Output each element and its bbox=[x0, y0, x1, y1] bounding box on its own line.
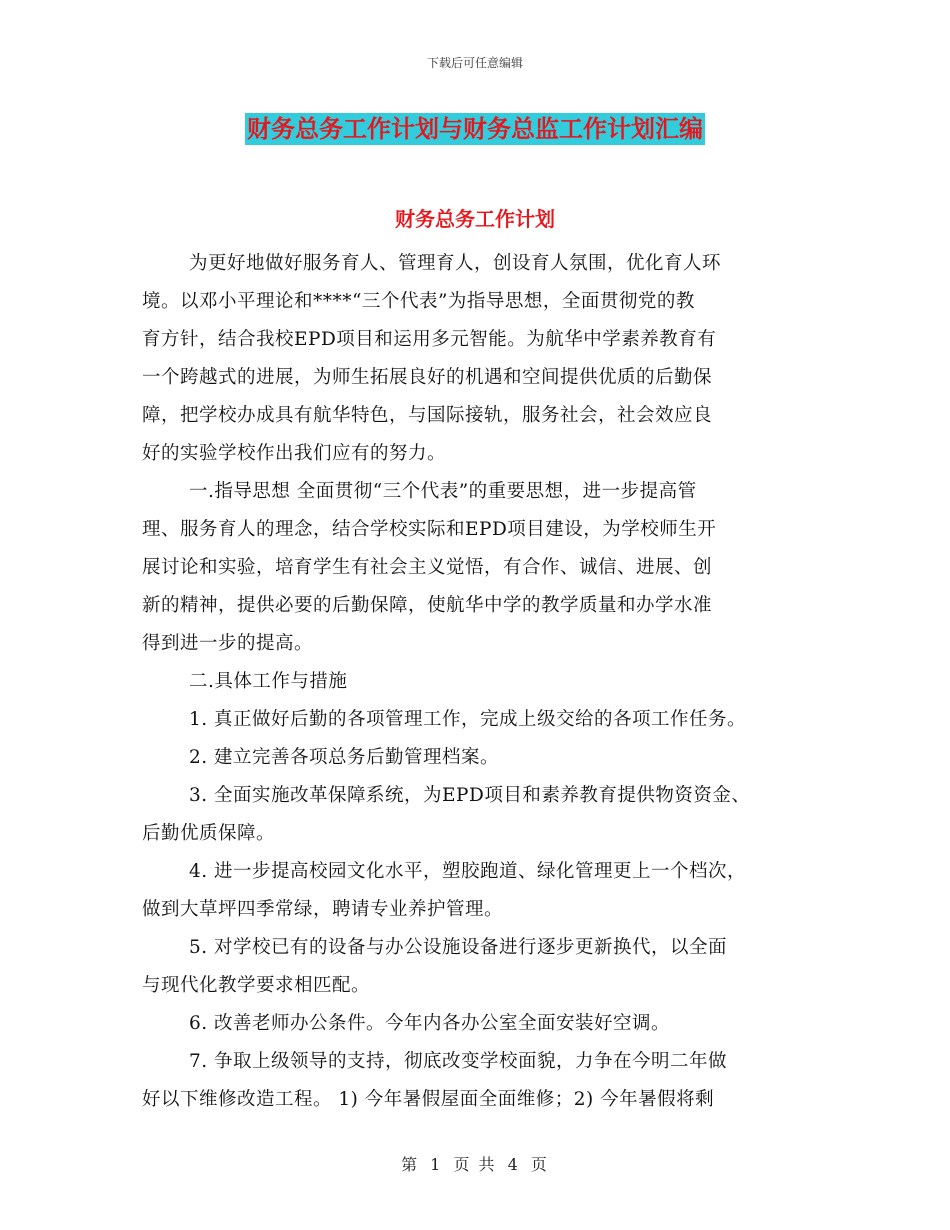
body-text bbox=[142, 245, 822, 1119]
body-line: 好以下维修改造工程。 1) 今年暑假屋面全面维修；2) 今年暑假将剩 bbox=[142, 1089, 715, 1110]
body-line: 展讨论和实验，培育学生有社会主义觉悟，有合作、诚信、进展、创 bbox=[142, 557, 713, 578]
footer-mid: 页 共 bbox=[453, 1155, 497, 1174]
body-line: 新的精神，提供必要的后勤保障，使航华中学的教学质量和办学水准 bbox=[142, 595, 713, 616]
footer-suffix: 页 bbox=[530, 1155, 549, 1174]
page-footer bbox=[0, 1152, 950, 1175]
body-line: 做到大草坪四季常绿，聘请专业养护管理。 bbox=[142, 899, 504, 920]
body-line: 1. 真正做好后勤的各项管理工作，完成上级交给的各项工作任务。 bbox=[189, 709, 747, 730]
body-line: 障，把学校办成具有航华特色，与国际接轨，服务社会，社会效应良 bbox=[142, 405, 713, 426]
body-line: 3. 全面实施改革保障系统，为EPD项目和素养教育提供物资资金、 bbox=[189, 785, 751, 806]
body-line: 理、服务育人的理念，结合学校实际和EPD项目建设，为学校师生开 bbox=[142, 519, 717, 540]
body-line: 4. 进一步提高校园文化水平，塑胶跑道、绿化管理更上一个档次， bbox=[189, 861, 747, 882]
body-line: 2. 建立完善各项总务后勤管理档案。 bbox=[189, 747, 500, 768]
body-line: 好的实验学校作出我们应有的努力。 bbox=[142, 443, 447, 464]
body-line: 5. 对学校已有的设备与办公设施设备进行逐步更新换代，以全面 bbox=[189, 937, 728, 958]
footer-prefix: 第 bbox=[401, 1155, 420, 1174]
footer-page-number: 1 bbox=[430, 1155, 443, 1174]
header-note: 下载后可任意编辑 bbox=[426, 56, 523, 70]
body-line: 一个跨越式的进展，为师生拓展良好的机遇和空间提供优质的后勤保 bbox=[142, 367, 713, 388]
body-line: 境。以邓小平理论和****“三个代表”为指导思想，全面贯彻党的教 bbox=[142, 291, 695, 312]
body-line: 后勤优质保障。 bbox=[142, 823, 276, 844]
document-title: 财务总务工作计划与财务总监工作计划汇编 bbox=[247, 115, 703, 143]
body-line: 得到进一步的提高。 bbox=[142, 633, 314, 654]
section-title: 财务总务工作计划 bbox=[395, 207, 555, 231]
main-title-wrap bbox=[0, 113, 950, 145]
footer-total-pages: 4 bbox=[507, 1155, 520, 1174]
body-line: 二.具体工作与措施 bbox=[189, 671, 348, 692]
body-line: 7. 争取上级领导的支持，彻底改变学校面貌，力争在今明二年做 bbox=[189, 1051, 728, 1072]
body-line: 为更好地做好服务育人、管理育人，创设育人氛围，优化育人环 bbox=[189, 253, 722, 274]
body-line: 6. 改善老师办公条件。今年内各办公室全面安装好空调。 bbox=[189, 1013, 671, 1034]
body-line: 与现代化教学要求相匹配。 bbox=[142, 975, 371, 996]
body-line: 一.指导思想 全面贯彻“三个代表”的重要思想，进一步提高管 bbox=[189, 481, 697, 502]
body-line: 育方针，结合我校EPD项目和运用多元智能。为航华中学素养教育有 bbox=[142, 329, 717, 350]
